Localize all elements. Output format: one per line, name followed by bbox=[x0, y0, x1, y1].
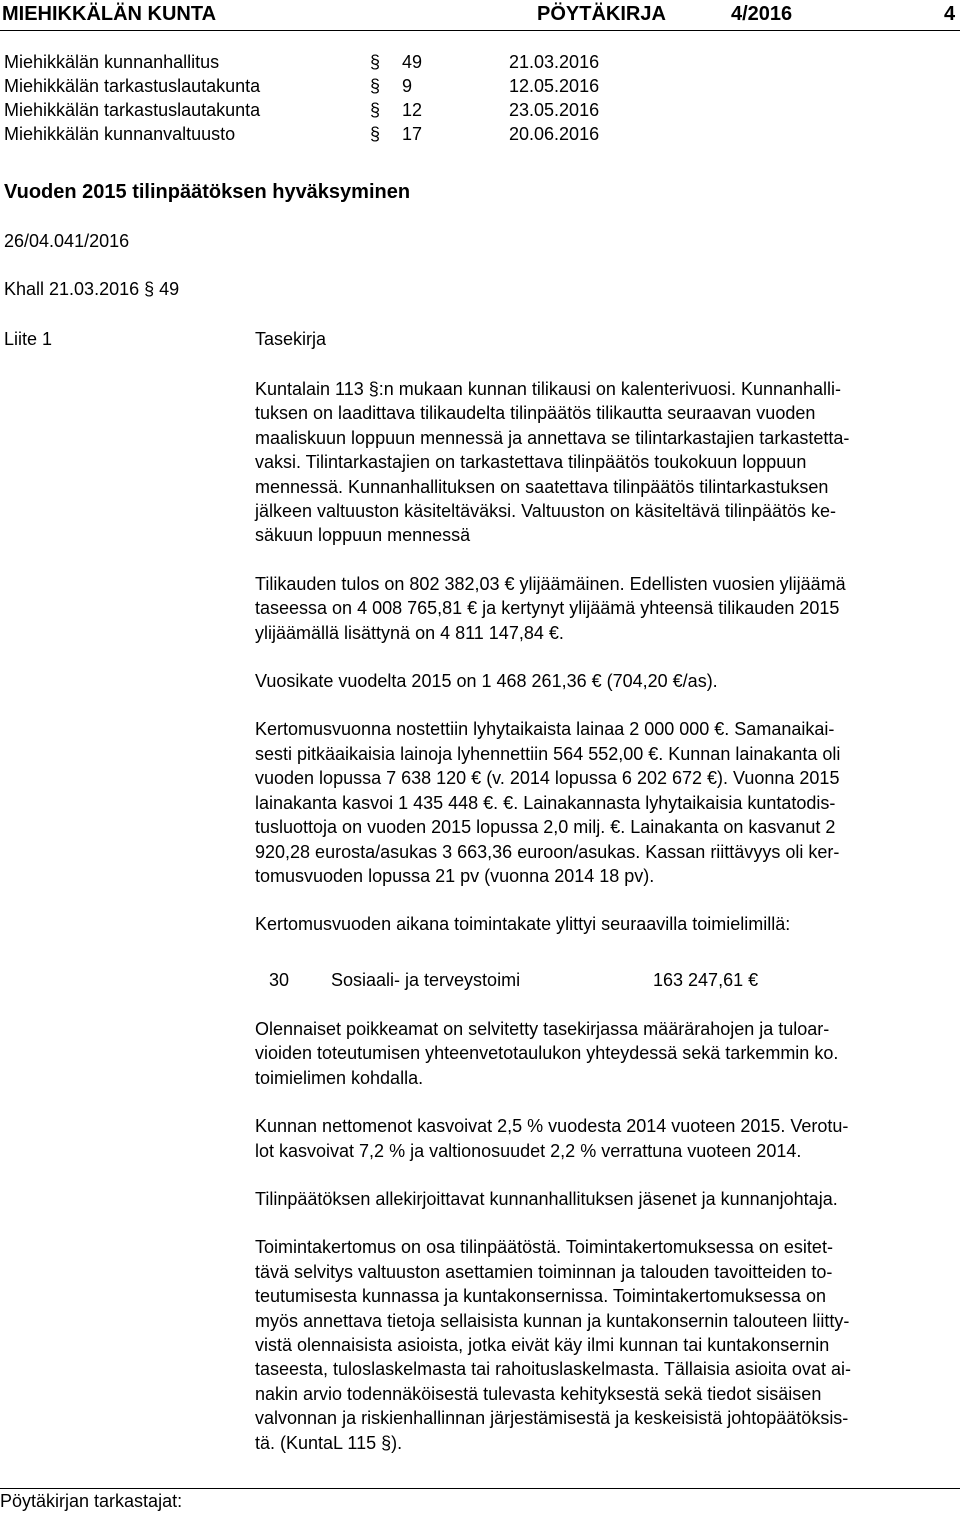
paragraph-activity-report: Toimintakertomus on osa tilinpäätöstä. Toimintakertomuksessa on esitet- tävä selvitys valtuuston asettamien toiminnan ja talouden tavoitteiden to- teutumisesta kunnassa ja kuntakonsernissa. Toimintakertomuksessa on myös annettava tietoja sellaisista kunnan ja kuntakonsernin talouteen liitty- vistä olennaisista asioista, jotka eivät käy ilmi kunnan tai kuntakonsernin taseesta, tuloslaskelmasta tai rahoituslaskelmasta. Tällaisia asioita ovat ai- nakin arvio todennäköisestä tulevasta kehityksestä sekä tiedot sisäisen valvonnan ja riskienhallinnan järjestämisestä ja keskeisistä johtopäätöksis- tä. (KuntaL 115 §). bbox=[255, 1237, 851, 1453]
meeting-section: 12 bbox=[402, 100, 423, 120]
attachment-name: Tasekirja bbox=[255, 329, 327, 349]
meeting-body: Miehikkälän kunnanvaltuusto bbox=[4, 124, 236, 144]
overrun-amount: 163 247,61 € bbox=[653, 970, 759, 990]
paragraph-overrun-intro: Kertomusvuoden aikana toimintakate ylittyi seuraavilla toimielimillä: bbox=[255, 914, 791, 935]
paragraph-loans: Kertomusvuonna nostettiin lyhytaikaista lainaa 2 000 000 €. Samanaikai- sesti pitkäaikaisia lainoja lyhennettiin 564 552,00 €. Kunnan lainakanta oli vuoden lopussa 7 638 120 € (v. 2014 lopussa 6 202 672 €). Vuonna 2015 lainakanta kasvoi 1 435 448 €. €. Lainakannasta lyhytaikaisia kuntatodis- tusluottoja on vuoden 2015 lopussa 2,0 milj. €. Lainakanta on kasvanut 2 920,28 eurosta/asukas 3 663,36 euroon/asukas. Kassan riittävyys oli ker- tomusvuoden lopussa 21 pv (vuonna 2014 18 pv). bbox=[255, 719, 841, 886]
meeting-body: Miehikkälän tarkastuslautakunta bbox=[4, 76, 261, 96]
meeting-section: 9 bbox=[402, 76, 413, 96]
paragraph-net-expenses: Kunnan nettomenot kasvoivat 2,5 % vuodesta 2014 vuoteen 2015. Verotu- lot kasvoivat 7,2 % ja valtionosuudet 2,2 % verrattuna vuoteen 2014. bbox=[255, 1116, 849, 1161]
overrun-name: Sosiaali- ja terveystoimi bbox=[331, 970, 521, 990]
section-icon: § bbox=[370, 124, 381, 144]
meeting-section: 49 bbox=[402, 52, 423, 72]
paragraph-margin: Vuosikate vuodelta 2015 on 1 468 261,36 € (704,20 €/as). bbox=[255, 671, 718, 692]
meeting-date: 21.03.2016 bbox=[509, 52, 600, 72]
reference-number: 26/04.041/2016 bbox=[4, 231, 130, 251]
footer-inspectors-label: Pöytäkirjan tarkastajat: bbox=[0, 1491, 183, 1511]
municipality-name: MIEHIKKÄLÄN KUNTA bbox=[2, 3, 217, 25]
body-section-1 bbox=[255, 377, 960, 937]
section-icon: § bbox=[370, 100, 381, 120]
decision-title: Vuoden 2015 tilinpäätöksen hyväksyminen bbox=[4, 181, 411, 203]
page-number: 4 bbox=[944, 3, 956, 25]
khall-reference bbox=[4, 277, 179, 301]
paragraph-fiscal-period: Kuntalain 113 §:n mukaan kunnan tilikausi on kalenterivuosi. Kunnanhalli- tuksen on laadittava tilikaudelta tilinpäätös tilikautta seuraavan vuoden maaliskuun loppuun mennessä ja annettava se tilintarkastajien tarkastetta- vaksi. Tilintarkastajien on tarkastettava tilinpäätös toukokuun loppuun mennessä. Kunnanhallituksen on saatettava tilinpäätös tilintarkastuksen jälkeen valtuuston käsiteltäväksi. Valtuuston on käsiteltävä tilinpäätös ke- säkuun loppuun mennessä bbox=[255, 379, 850, 546]
section-icon: § bbox=[370, 76, 381, 96]
khall-number: 49 bbox=[159, 279, 180, 299]
meeting-body: Miehikkälän kunnanhallitus bbox=[4, 52, 220, 72]
overrun-code: 30 bbox=[269, 970, 290, 990]
attachment-label: Liite 1 bbox=[4, 329, 53, 349]
section-icon: § bbox=[370, 52, 381, 72]
paragraph-result: Tilikauden tulos on 802 382,03 € ylijäämäinen. Edellisten vuosien ylijäämä taseessa on 4 008 765,81 € ja kertynyt ylijäämä yhteensä tilikauden 2015 ylijäämällä lisättynä on 4 811 147,84 €. bbox=[255, 573, 846, 643]
paragraph-deviations: Olennaiset poikkeamat on selvitetty tasekirjassa määrärahojen ja tuloar- vioiden toteutumisen yhteenvetotaulukon yhteydessä sekä tarkemmin ko. toimielimen kohdalla. bbox=[255, 1019, 839, 1088]
meeting-body: Miehikkälän tarkastuslautakunta bbox=[4, 100, 261, 120]
body-section-2 bbox=[255, 1017, 960, 1455]
paragraph-signatories: Tilinpäätöksen allekirjoittavat kunnanhallituksen jäsenet ja kunnanjohtaja. bbox=[255, 1189, 838, 1210]
document-number: 4/2016 bbox=[731, 3, 793, 25]
meeting-date: 23.05.2016 bbox=[509, 100, 600, 120]
meeting-date: 12.05.2016 bbox=[509, 76, 600, 96]
overrun-row bbox=[0, 968, 960, 992]
khall-label: Khall 21.03.2016 bbox=[4, 279, 140, 299]
meeting-section: 17 bbox=[402, 124, 423, 144]
meeting-date: 20.06.2016 bbox=[509, 124, 600, 144]
document-type: PÖYTÄKIRJA bbox=[537, 3, 666, 25]
section-icon: § bbox=[144, 279, 155, 299]
document-header bbox=[0, 0, 960, 31]
